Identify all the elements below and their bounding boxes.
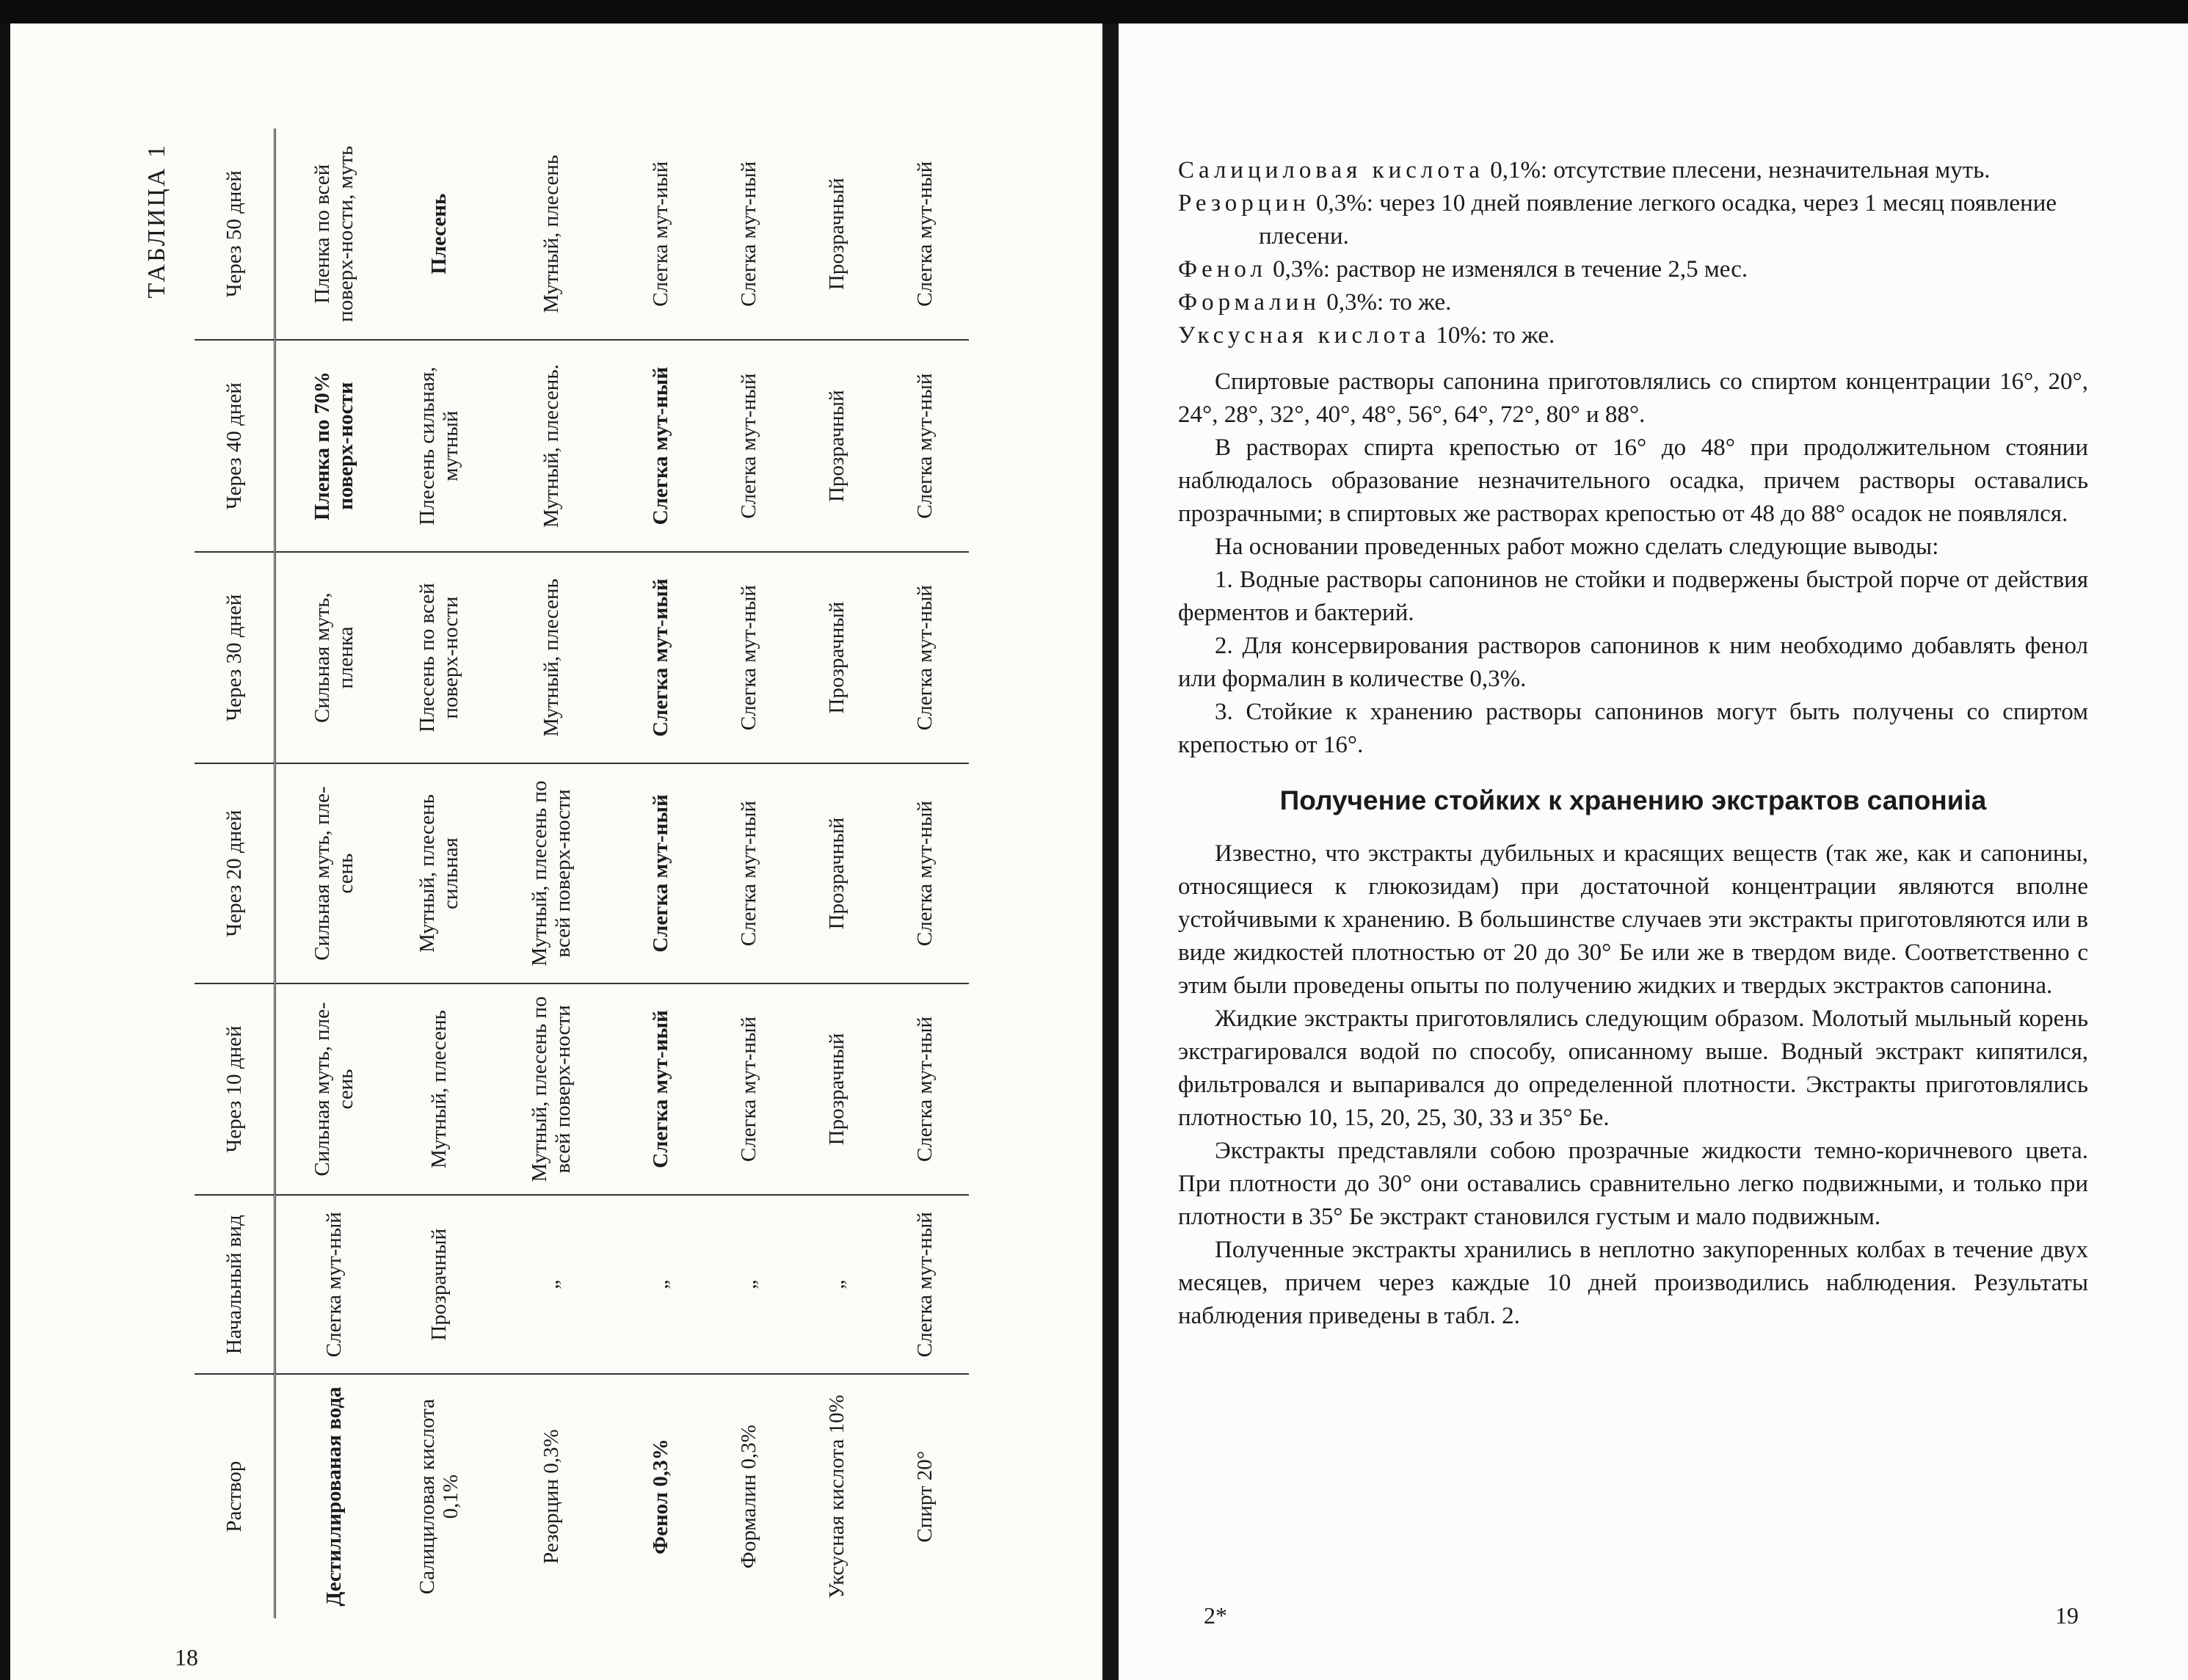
paragraph: В растворах спирта крепостью от 16° до 48° при продолжительном стоянии наблюдалось образование незначительного осадка, причем растворы оставались прозрачными; в спиртовых же растворах крепостью от 48 до 88° осадок не появлялся. (1178, 434, 2088, 527)
cell: Мутный, плесень по всей поверх-ности (486, 983, 617, 1195)
cell: Резорцин 0,3% (539, 1429, 563, 1564)
cell: „ (705, 1195, 793, 1374)
result-acetic-acid: Уксусная кислота 10%: то же. (1178, 322, 1555, 349)
cell: Слегка мут-ный (881, 1195, 969, 1374)
cell: Слегка мут-ный (881, 763, 969, 983)
cell: Слегка мут-ный (705, 340, 793, 551)
paragraph: 1. Водные растворы сапонинов не стойки и подвержены быстрой порче от действия ферментов и бактерий. (1178, 567, 2088, 626)
header-50-days: Через 50 дней (195, 128, 275, 340)
cell: Слегка мут-ный (881, 340, 969, 551)
cell: Салициловая кислота 0,1% (415, 1399, 462, 1595)
table-row (881, 128, 969, 1618)
signature-mark: 2* (1204, 1602, 1227, 1629)
cell: Слегка мут-ный (705, 763, 793, 983)
cell: Сильная муть, пле-сень (275, 763, 393, 983)
header-40-days: Через 40 дней (195, 340, 275, 551)
section-heading: Получение стойких к хранению экстрактов сапониiа (1279, 785, 1987, 815)
cell: Слегка мут-ный (617, 763, 705, 983)
cell: Прозрачный (793, 340, 881, 551)
cell: Прозрачный (793, 128, 881, 340)
table-row (275, 128, 393, 1618)
header-30-days: Через 30 дней (195, 552, 275, 763)
page-number-left: 18 (175, 1644, 198, 1670)
cell: Слегка мут-ный (617, 340, 705, 551)
table-header-row (195, 128, 275, 1618)
paragraph: Полученные экстракты хранились в неплотно закупоренных колбах в течение двух месяцев, причем через каждые 10 дней производились наблюдения. Результаты наблюдения приведены в табл. 2. (1178, 1237, 2088, 1329)
result-formalin: Формалин 0,3%: то же. (1178, 289, 1452, 316)
cell: „ (793, 1195, 881, 1374)
rotated-table-block (143, 128, 1127, 1618)
cell: Слегка мут-ный (705, 983, 793, 1195)
header-20-days: Через 20 дней (195, 763, 275, 983)
header-initial: Начальный вид (195, 1195, 275, 1374)
scan-left-edge (0, 23, 10, 1680)
cell: Слегка мут-иый (617, 983, 705, 1195)
result-phenol: Фенол 0,3%: раствор не изменялся в течение 2,5 мес. (1178, 256, 1748, 283)
cell: „ (486, 1195, 617, 1374)
cell: Плесень сильная, мутный (392, 340, 486, 551)
cell: Мутный, плесень по всей поверх-ности (486, 763, 617, 983)
cell: Мутный, плесень (486, 552, 617, 763)
cell: Плесень по всей поверх-ности (392, 552, 486, 763)
cell: Уксусная кислота 10% (824, 1394, 848, 1599)
scan-top-edge (0, 0, 2188, 23)
cell: Прозрачный (793, 552, 881, 763)
cell: Слегка мут-ный (881, 983, 969, 1195)
paragraph: Экстракты представляли собою прозрачные жидкости темно-коричневого цвета. При плотности до 30° они оставались сравнительно легко подвижными, и только при плотности в 35° Бе экстракт становился густым и мало подвижным. (1178, 1138, 2088, 1230)
cell: Пленка по всей поверх-ности, муть (275, 128, 393, 340)
header-10-days: Через 10 дней (195, 983, 275, 1195)
cell: Слегка мут-иый (617, 128, 705, 340)
paragraph: 3. Стойкие к хранению растворы сапонинов могут быть получены со спиртом крепостью от 16°. (1178, 699, 2088, 758)
table-caption: ТАБЛИЦА 1 (143, 143, 170, 299)
cell: Мутный, плесень (392, 983, 486, 1195)
cell: Слегка мут-ный (881, 552, 969, 763)
cell: Слегка мут-ный (705, 128, 793, 340)
paragraph: Спиртовые растворы сапонина приготовлялись со спиртом концентрации 16°, 20°, 24°, 28°, 32°, 40°, 48°, 56°, 64°, 72°, 80° и 88°. (1178, 368, 2088, 428)
table-row (793, 128, 881, 1618)
paragraph: Жидкие экстракты приготовлялись следующим образом. Молотый мыльный корень экстрагировался водой по способу, описанному выше. Водный экстракт кипятился, фильтровался и выпаривался до определенной плотности. Экстракты приготовлялись плотностью 10, 15, 20, 25, 30, 33 и 35° Бе. (1178, 1006, 2088, 1131)
cell: Формалин 0,3% (736, 1425, 760, 1569)
observations-table (195, 128, 969, 1618)
cell: Слегка мут-ный (881, 128, 969, 340)
cell: Спирт 20° (912, 1450, 937, 1543)
table-row (617, 128, 705, 1618)
cell: Мутный, плесень. (486, 340, 617, 551)
cell: Слегка мут-иый (617, 552, 705, 763)
cell: Прозрачный (392, 1195, 486, 1374)
page-number-right: 19 (2055, 1602, 2079, 1629)
table-row (705, 128, 793, 1618)
cell: Прозрачный (793, 983, 881, 1195)
cell: Дестиллированая вода (321, 1386, 346, 1607)
cell: Фенол 0,3% (648, 1439, 672, 1554)
cell: „ (617, 1195, 705, 1374)
header-solution: Раствор (195, 1374, 275, 1618)
paragraph: На основании проведенных работ можно сделать следующие выводы: (1215, 534, 1939, 560)
result-resorcin: Резорцин 0,3%: через 10 дней появление легкого осадка, через 1 месяц появление плесени. (1178, 190, 2057, 250)
cell: Мутный, плесень (486, 128, 617, 340)
cell: Сильная муть, пленка (275, 552, 393, 763)
cell: Сильная муть, пле-сеиь (275, 983, 393, 1195)
right-page-text (1178, 154, 2088, 1333)
table-row (392, 128, 486, 1618)
cell: Слегка мут-ный (275, 1195, 393, 1374)
cell: Слегка мут-ный (705, 552, 793, 763)
cell: Мутный, плесень сильная (392, 763, 486, 983)
cell: Пленка по 70% поверх-ности (275, 340, 393, 551)
table-row (486, 128, 617, 1618)
paragraph: 2. Для консервирования растворов сапонинов к ним необходимо добавлять фенол или формалин в количестве 0,3%. (1178, 633, 2088, 692)
paragraph: Известно, что экстракты дубильных и красящих веществ (так же, как и сапонины, относящиеся к глюкозидам) при достаточной концентрации являются вполне устойчивыми к хранению. В большинстве случаев эти экстракты приготовляются или в виде жидкостей плотностью от 20 до 30° Бе или же в твердом виде. Соответственно с этим были проведены опыты по получению жидких и твердых экстрактов сапонина. (1178, 840, 2088, 999)
cell: Прозрачный (793, 763, 881, 983)
cell: Плесень (392, 128, 486, 340)
results-list (1178, 154, 2088, 352)
result-salicylic: Салициловая кислота 0,1%: отсутствие плесени, незначительная муть. (1178, 157, 1991, 183)
